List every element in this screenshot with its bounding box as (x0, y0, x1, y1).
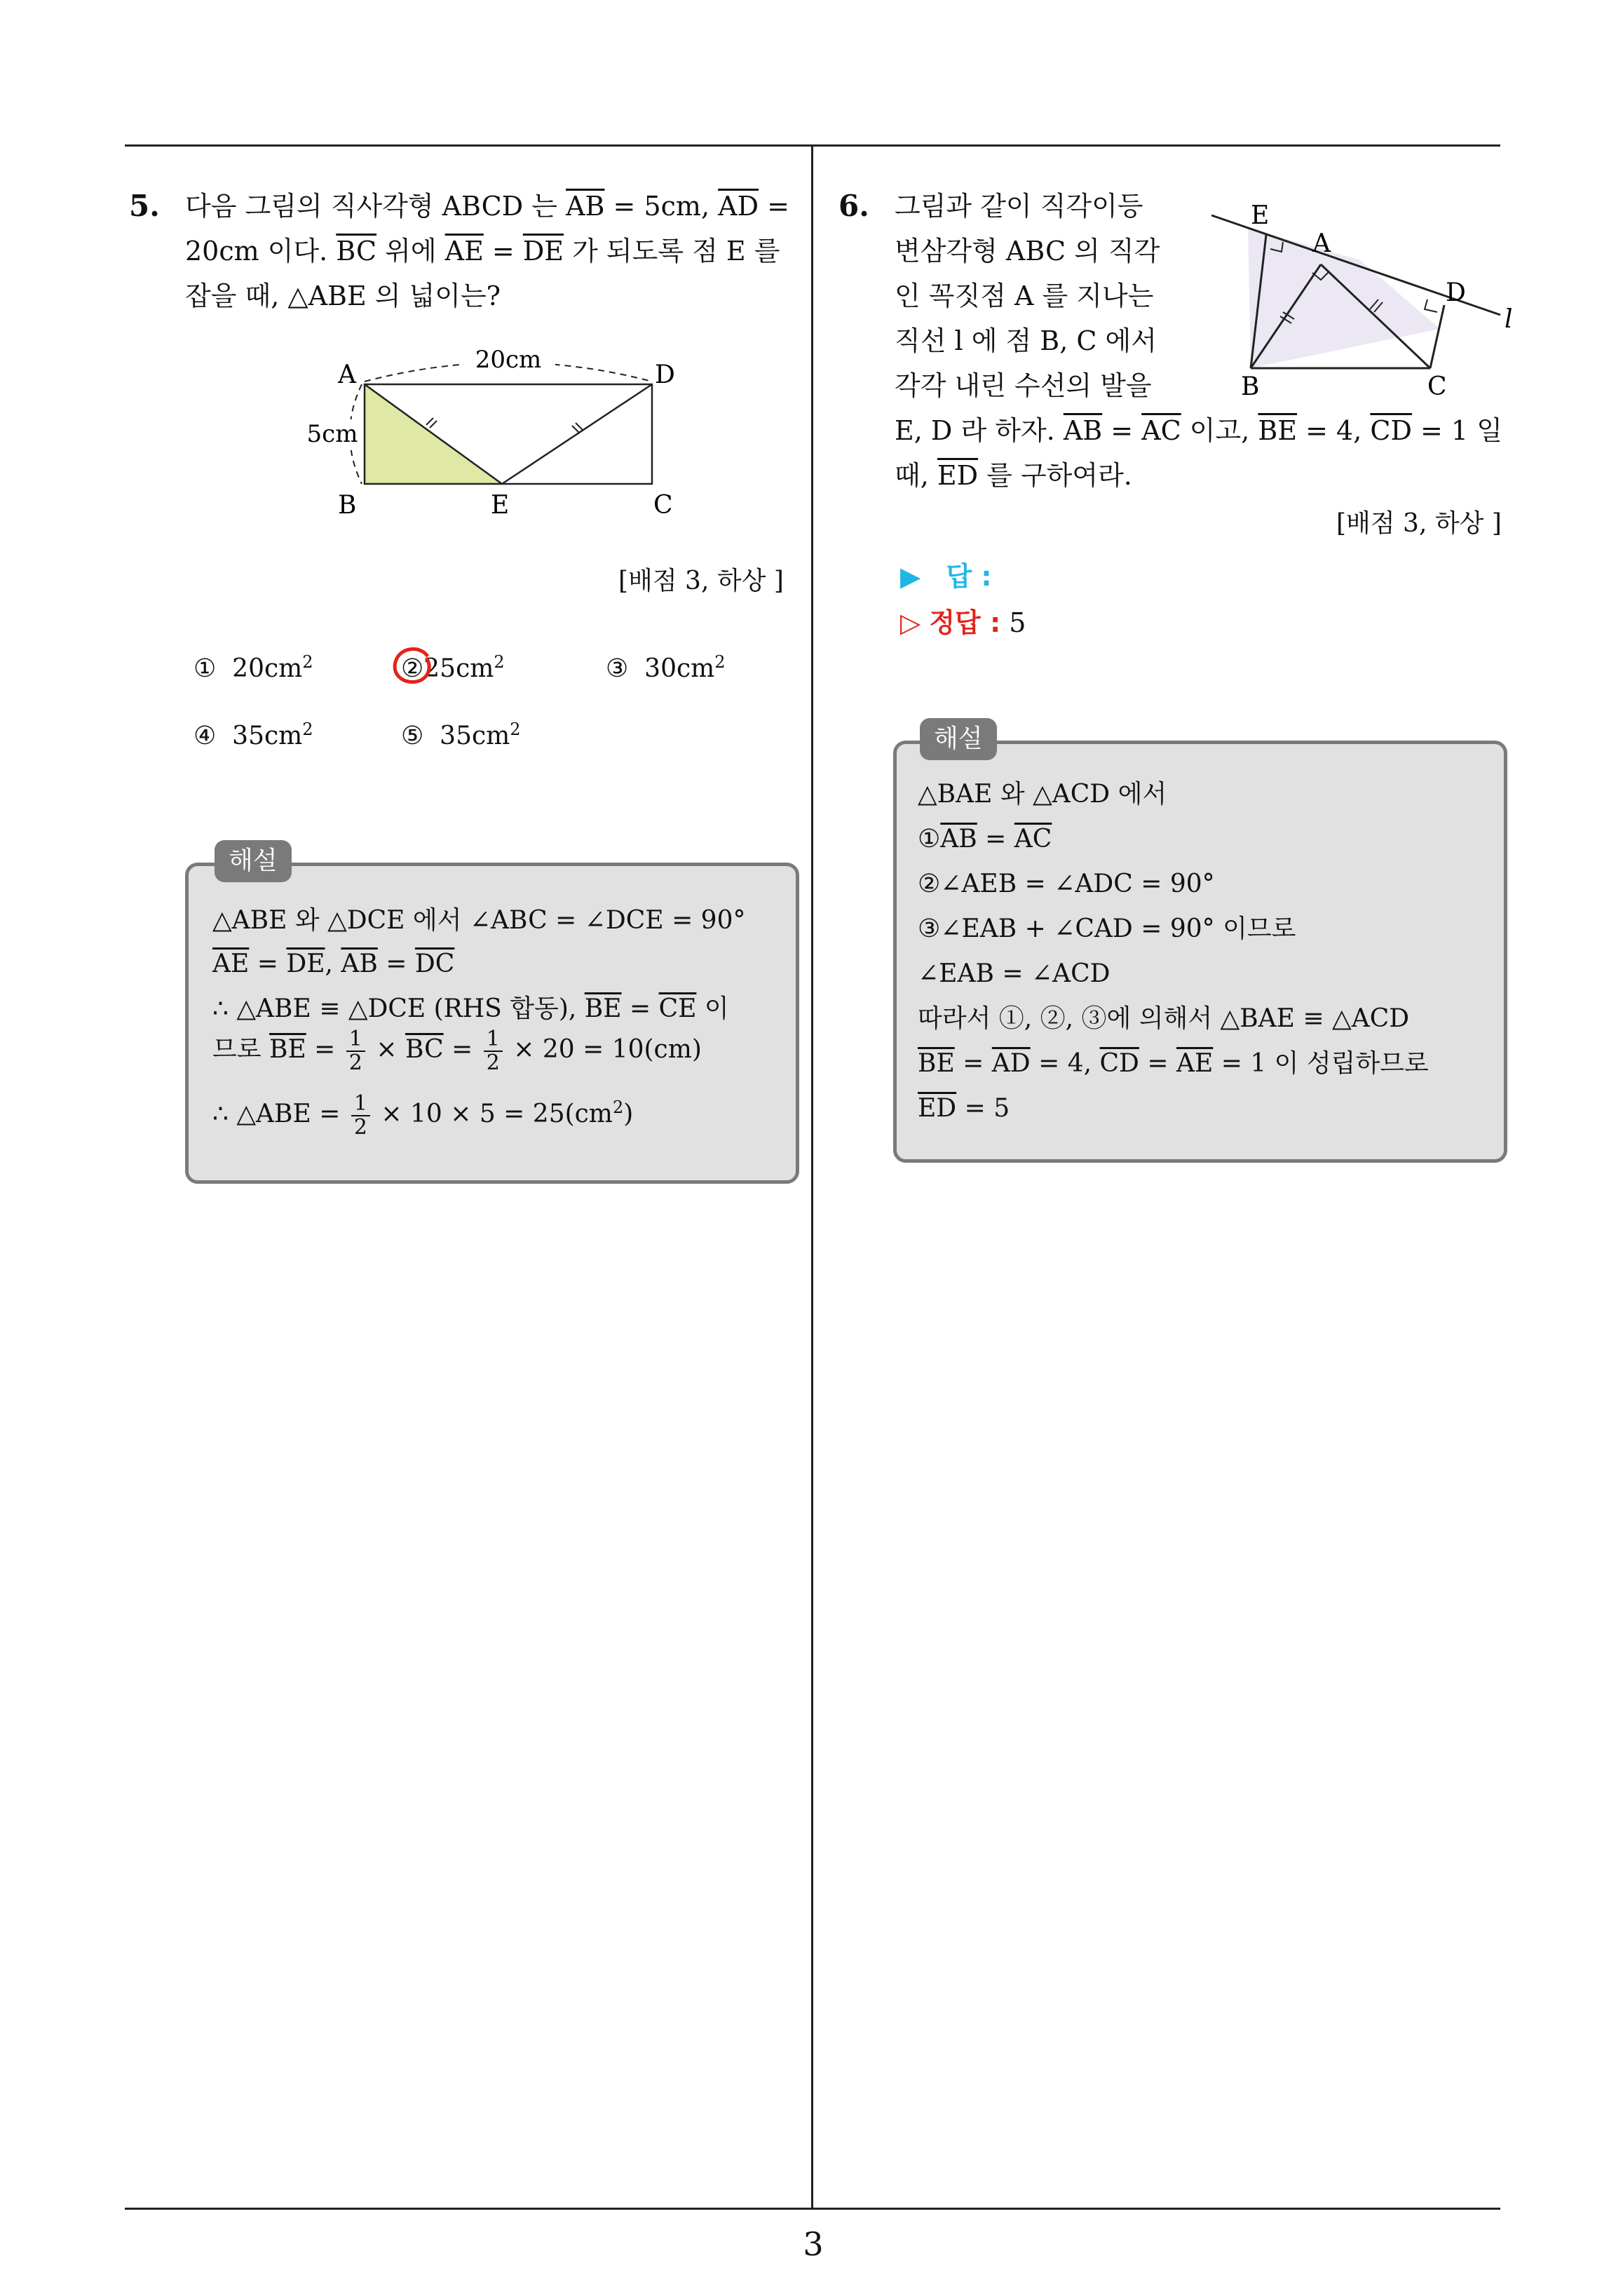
denominator: 2 (353, 1115, 367, 1140)
segment-dc: $\overline{DC}$ (414, 950, 455, 978)
segment-ab: $\overline{AB}$ (1063, 415, 1103, 446)
text: × (367, 1035, 405, 1064)
exponent: 2 (612, 1098, 624, 1117)
choice-value: 35cm (232, 722, 303, 750)
text: 위에 (376, 236, 445, 266)
segment-cd: $\overline{CD}$ (1370, 415, 1412, 446)
solution-line-1: △ABE 와 △DCE 에서 ∠ABC = ∠DCE = 90° (212, 906, 746, 935)
exponent: 2 (302, 720, 313, 739)
question-text-line-6 (895, 408, 1502, 453)
text: = 5cm, (604, 191, 719, 222)
vertex-b: B (1241, 372, 1260, 401)
tick-mark (426, 418, 433, 425)
text: = 4, (1297, 415, 1371, 446)
question-number: 5. (129, 189, 160, 223)
choice-3[interactable] (606, 652, 726, 683)
question-text-line-1: 그림과 같이 직각이등 (895, 191, 1143, 222)
exponent: 2 (494, 652, 505, 672)
text: = 4, (1030, 1049, 1100, 1078)
vertex-e: E (1251, 201, 1270, 230)
choice-value: 35cm (440, 722, 510, 750)
text: = (1139, 1049, 1176, 1078)
choice-4[interactable] (193, 720, 313, 750)
segment-bc: $\overline{BC}$ (405, 1035, 444, 1064)
segment-ce: $\overline{CE}$ (658, 994, 697, 1023)
text: 다음 그림의 직사각형 ABCD 는 (185, 191, 566, 222)
choice-value: 30cm (644, 654, 715, 683)
text: × 10 × 5 = 25(cm (372, 1100, 613, 1128)
denominator: 2 (486, 1051, 500, 1075)
text: = 5 (956, 1094, 1010, 1123)
correct-answer-row (900, 600, 1026, 645)
choice-mark: ③ (606, 654, 629, 683)
width-label: 20cm (475, 346, 542, 374)
vertex-c: C (653, 491, 673, 520)
vertex-d: D (1446, 278, 1466, 307)
segment-ac: $\overline{AC}$ (1014, 825, 1052, 853)
denominator: 2 (348, 1051, 362, 1075)
segment-ad: $\overline{AD}$ (718, 191, 759, 222)
tick-mark (576, 423, 583, 430)
column-divider (811, 144, 813, 2209)
line-l-label: l (1505, 305, 1513, 334)
vertex-e: E (491, 491, 510, 520)
segment-be: $\overline{BE}$ (1258, 415, 1298, 446)
segment-be: $\overline{BE}$ (918, 1049, 955, 1078)
play-icon: ▶ (900, 561, 921, 592)
numerator: 1 (346, 1028, 365, 1052)
choice-mark: ⑤ (401, 722, 424, 750)
question-text-line-7 (895, 453, 1132, 498)
choice-mark: ① (193, 654, 217, 683)
text: , (325, 950, 341, 978)
solution-line-4: ③∠EAB + ∠CAD = 90° 이므로 (918, 914, 1296, 943)
q6-solution-tag: 해설 (920, 718, 997, 760)
segment-ed: $\overline{ED}$ (937, 460, 979, 491)
text: ① (918, 825, 941, 853)
text: = (621, 994, 659, 1023)
vertex-a: A (338, 360, 356, 389)
text: = (249, 950, 287, 978)
question-text-line-2: 변삼각형 ABC 의 직각 (895, 236, 1160, 266)
rectangle-figure (280, 337, 701, 526)
vertex-a: A (1312, 229, 1331, 258)
text: 이고, (1181, 415, 1258, 446)
question-number: 6. (838, 189, 869, 223)
text: = (377, 950, 415, 978)
solution-line-2 (212, 942, 454, 987)
segment-bc: $\overline{BC}$ (336, 236, 377, 266)
segment-de: $\overline{DE}$ (286, 950, 325, 978)
text: 20cm 이다. (185, 236, 337, 266)
page-number: 3 (803, 2225, 824, 2263)
fraction-half (351, 1093, 370, 1139)
right-angle-d (1425, 299, 1437, 312)
q5-solution-box (185, 863, 799, 1184)
text: 를 구하여라. (978, 460, 1132, 491)
q5-score: [배점 3, 하상 ] (618, 567, 784, 595)
vertex-b: B (338, 491, 357, 520)
text: = (954, 1049, 992, 1078)
text: × 20 = 10(cm) (505, 1035, 702, 1064)
solution-line-5 (212, 1085, 633, 1139)
exponent: 2 (302, 652, 313, 672)
segment-ad: $\overline{AD}$ (991, 1049, 1031, 1078)
tick-mark (572, 426, 579, 433)
segment-ac: $\overline{AC}$ (1141, 415, 1181, 446)
text: E, D 라 하자. (895, 415, 1064, 446)
text: = (483, 236, 523, 266)
choice-5[interactable] (401, 720, 521, 750)
text: 이 (696, 994, 729, 1023)
selected-answer-circle (387, 641, 436, 690)
text: = (759, 191, 789, 222)
segment-be: $\overline{BE}$ (269, 1035, 306, 1064)
text: 가 되도록 점 E 를 (564, 236, 780, 266)
text: = (306, 1035, 344, 1064)
text: = (443, 1035, 481, 1064)
segment-ab: $\overline{AB}$ (940, 825, 977, 853)
segment-cd (1430, 305, 1444, 368)
solution-line-3 (212, 987, 729, 1032)
segment-ae: $\overline{AE}$ (444, 236, 484, 266)
choice-1[interactable] (193, 652, 313, 683)
segment-de-line (502, 384, 652, 484)
vertex-d: D (655, 360, 675, 389)
segment-ab: $\overline{AB}$ (341, 950, 378, 978)
answer-label: 답 : (946, 561, 992, 592)
correct-answer-value: 5 (1009, 607, 1026, 638)
exponent: 2 (714, 652, 726, 672)
segment-ae: $\overline{AE}$ (1176, 1049, 1214, 1078)
choice-value: 20cm (232, 654, 303, 683)
height-label: 5cm (306, 420, 358, 448)
q6-solution-box (893, 741, 1507, 1163)
solution-line-8 (918, 1086, 1010, 1131)
segment-ae: $\overline{AE}$ (212, 950, 250, 978)
text: ∴ △ABE = (212, 1100, 348, 1128)
text: = 1 이 성립하므로 (1213, 1049, 1429, 1078)
solution-line-4 (212, 1027, 702, 1074)
text: = (977, 825, 1014, 853)
tick-mark (430, 421, 437, 428)
solution-line-7 (918, 1041, 1429, 1086)
question-text-line-1 (185, 184, 789, 229)
question-text-line-2 (185, 229, 780, 274)
correct-answer-label: 정답 : (929, 607, 1001, 638)
q5-solution-tag: 해설 (215, 840, 292, 882)
solution-line-6: 따라서 ①, ②, ③에 의해서 △BAE ≡ △ACD (918, 1004, 1410, 1033)
choice-mark: ② (401, 654, 424, 683)
text: 때, (895, 460, 937, 491)
triangle-figure (1192, 193, 1528, 403)
fraction-half (484, 1028, 503, 1074)
trapezoid-ebcd-fill (1248, 228, 1440, 368)
exponent: 2 (510, 720, 521, 739)
numerator: 1 (351, 1093, 370, 1116)
solution-line-1: △BAE 와 △ACD 에서 (918, 780, 1167, 809)
text: = 1 일 (1411, 415, 1502, 446)
text: ) (623, 1100, 634, 1128)
question-text-line-5: 각각 내린 수선의 발을 (895, 370, 1152, 401)
segment-cd: $\overline{CD}$ (1099, 1049, 1139, 1078)
text: 므로 (212, 1035, 269, 1064)
text: ∴ △ABE ≡ △DCE (RHS 합동), (212, 994, 585, 1023)
question-text-line-3: 인 꼭짓점 A 를 지나는 (895, 281, 1154, 311)
choice-mark: ④ (193, 722, 217, 750)
question-text-line-3: 잡을 때, △ABE 의 넓이는? (185, 281, 501, 311)
solution-line-2 (918, 817, 1052, 862)
choice-value: 25cm (423, 654, 494, 683)
segment-ab: $\overline{AB}$ (566, 191, 605, 222)
outline-play-icon: ▷ (900, 607, 921, 638)
answer-row[interactable] (900, 554, 992, 599)
solution-line-5: ∠EAB = ∠ACD (918, 959, 1111, 988)
fraction-half (346, 1028, 365, 1074)
q6-score: [배점 3, 하상 ] (1336, 509, 1502, 538)
segment-be: $\overline{BE}$ (584, 994, 622, 1023)
numerator: 1 (484, 1028, 503, 1052)
segment-de: $\overline{DE}$ (522, 236, 564, 266)
text: = (1102, 415, 1142, 446)
segment-ed: $\overline{ED}$ (918, 1094, 957, 1123)
solution-line-3: ②∠AEB = ∠ADC = 90° (918, 870, 1215, 898)
vertex-c: C (1427, 372, 1447, 401)
question-text-line-4: 직선 l 에 점 B, C 에서 (895, 325, 1157, 356)
